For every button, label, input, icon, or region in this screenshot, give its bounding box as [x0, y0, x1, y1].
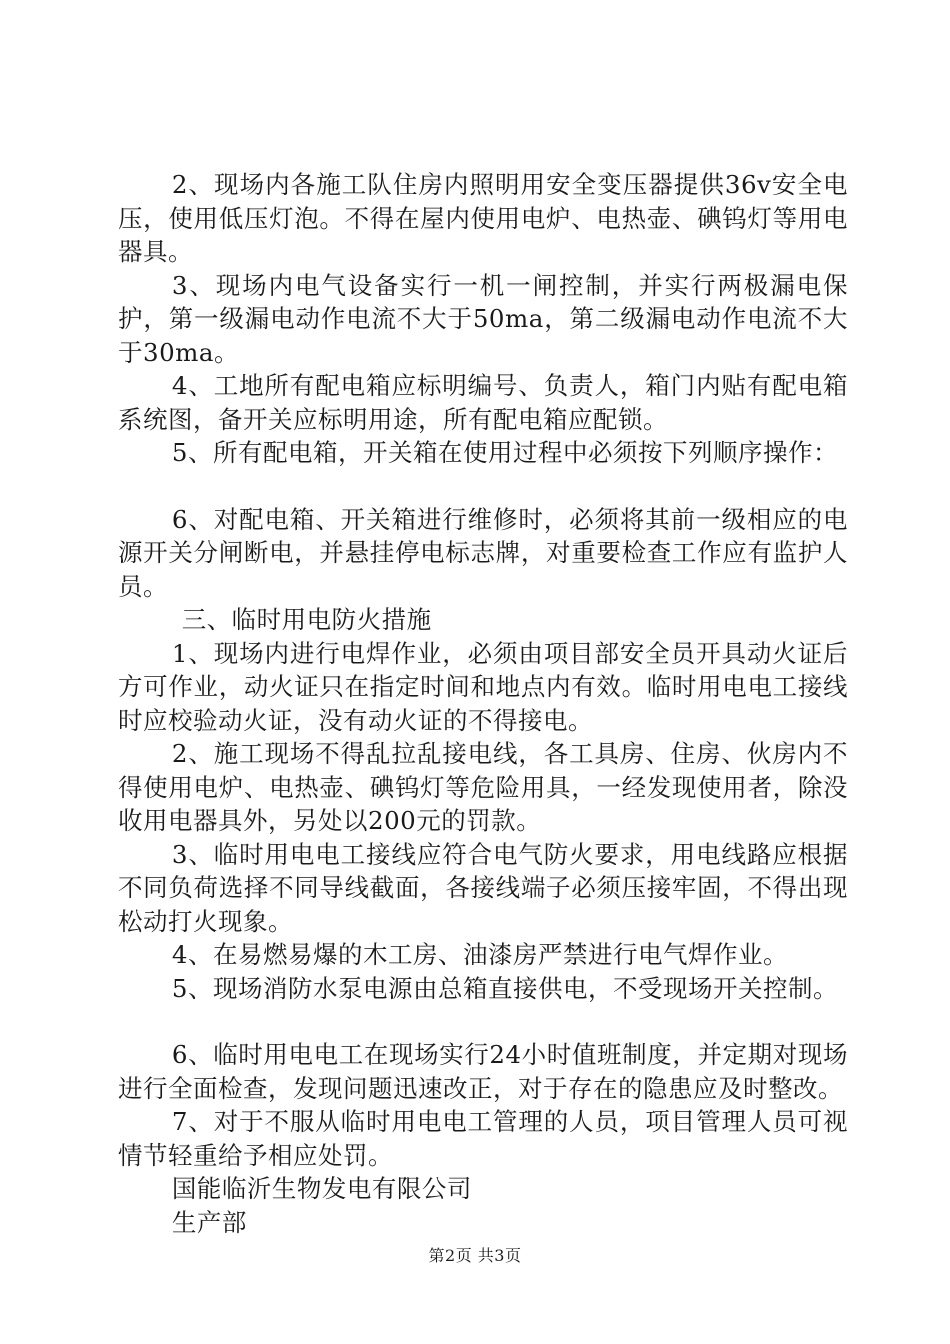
- document-body: [118, 168, 848, 1239]
- paragraph: 1、现场内进行电焊作业，必须由项目部安全员开具动火证后方可作业，动火证只在指定时间和地点内有效。临时用电电工接线时应校验动火证，没有动火证的不得接电。: [118, 638, 848, 735]
- paragraph: 3、现场内电气设备实行一机一闸控制，并实行两极漏电保护，第一级漏电动作电流不大于50ma，第二级漏电动作电流不大于30ma。: [118, 270, 848, 367]
- blank-line: [118, 470, 848, 503]
- signature-company: 国能临沂生物发电有限公司: [171, 1174, 472, 1203]
- signature-department: 生产部: [171, 1207, 247, 1237]
- paragraph: 6、临时用电电工在现场实行24小时值班制度，并定期对现场进行全面检查，发现问题迅速改正，对于存在的隐患应及时整改。: [118, 1040, 848, 1103]
- paragraph: 3、临时用电电工接线应符合电气防火要求，用电线路应根据不同负荷选择不同导线截面，各接线端子必须压接牢固，不得出现松动打火现象。: [118, 839, 848, 936]
- paragraph: 2、现场内各施工队住房内照明用安全变压器提供36v安全电压，使用低压灯泡。不得在屋内使用电炉、电热壶、碘钨灯等用电器具。: [118, 170, 848, 266]
- section-heading: 三、临时用电防火措施: [181, 605, 432, 634]
- blank-line: [118, 1005, 848, 1038]
- paragraph: 5、现场消防水泵电源由总箱直接供电，不受现场开关控制。: [171, 973, 838, 1003]
- paragraph: 6、对配电箱、开关箱进行维修时，必须将其前一级相应的电源开关分闸断电，并悬挂停电标志牌，对重要检查工作应有监护人员。: [118, 504, 848, 601]
- paragraph: 7、对于不服从临时用电电工管理的人员，项目管理人员可视情节轻重给予相应处罚。: [118, 1107, 848, 1170]
- paragraph: 5、所有配电箱，开关箱在使用过程中必须按下列顺序操作：: [171, 438, 838, 467]
- page-footer: 第2页 共3页: [428, 1246, 522, 1265]
- paragraph: 4、工地所有配电箱应标明编号、负责人，箱门内贴有配电箱系统图，备开关应标明用途，所有配电箱应配锁。: [118, 371, 848, 434]
- paragraph: 4、在易燃易爆的木工房、油漆房严禁进行电气焊作业。: [171, 940, 788, 969]
- paragraph: 2、施工现场不得乱拉乱接电线，各工具房、住房、伙房内不得使用电炉、电热壶、碘钨灯等危险用具，一经发现使用者，除没收用电器具外，另处以200元的罚款。: [118, 739, 848, 835]
